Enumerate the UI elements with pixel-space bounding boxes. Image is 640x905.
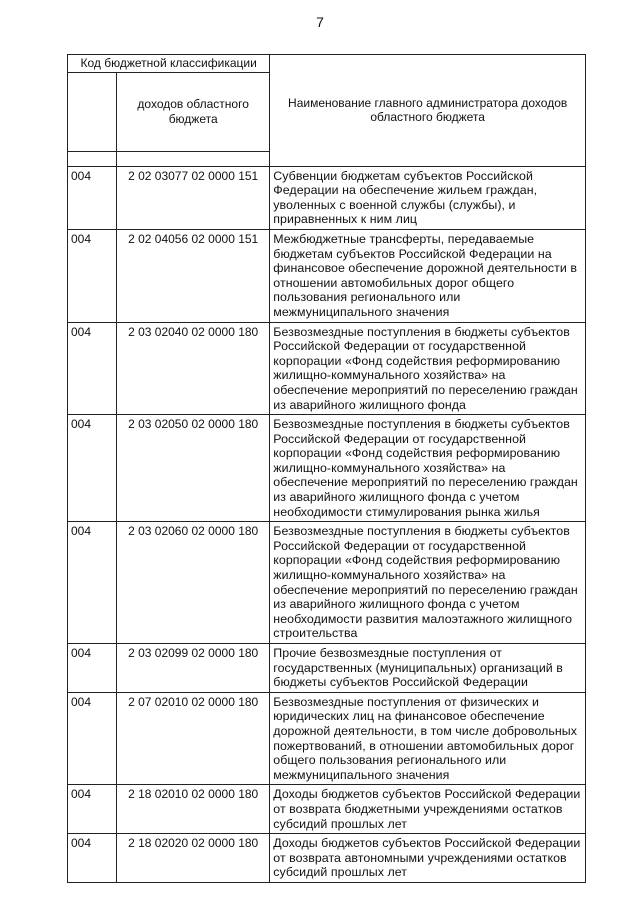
revenue-code-cell: 2 03 02050 02 0000 180 [117,415,270,522]
header-row-group [68,55,586,73]
table-row [68,322,586,415]
admin-code-cell: 004 [68,415,117,522]
spacer-cell [117,151,270,166]
revenue-code-cell: 2 03 02099 02 0000 180 [117,644,270,693]
revenue-name-cell: Доходы бюджетов субъектов Российской Федерации от возврата бюджетными учреждениями остатков субсидий прошлых лет [270,785,586,834]
table-row [68,644,586,693]
table-row [68,834,586,883]
admin-code-cell: 004 [68,322,117,415]
header-admin-cell [68,72,117,151]
admin-code-cell: 004 [68,785,117,834]
revenue-code-cell: 2 02 03077 02 0000 151 [117,166,270,229]
admin-code-cell: 004 [68,644,117,693]
header-name-cell: Наименование главного администратора доходов областного бюджета [270,55,586,167]
table-row [68,415,586,522]
revenue-code-cell: 2 18 02020 02 0000 180 [117,834,270,883]
table-row [68,785,586,834]
spacer-cell [68,151,117,166]
header-group-cell: Код бюджетной классификации [68,55,270,73]
revenue-name-cell: Доходы бюджетов субъектов Российской Федерации от возврата автономными учреждениями остатков субсидий прошлых лет [270,834,586,883]
admin-code-cell: 004 [68,522,117,644]
header-revenue-cell: доходов областного бюджета [117,72,270,151]
budget-classification-table [67,54,586,883]
revenue-name-cell: Субвенции бюджетам субъектов Российской Федерации на обеспечение жильем граждан, уволенных с военной службы (службы), и приравненных к ним лиц [270,166,586,229]
revenue-code-cell: 2 03 02040 02 0000 180 [117,322,270,415]
revenue-name-cell: Безвозмездные поступления от физических и юридических лиц на финансовое обеспечение дорожной деятельности, в том числе добровольных пожертвований, в отношении автомобильных дорог общего пользования регионального или межмуниципального значения [270,692,586,785]
page-number: 7 [316,14,324,30]
table-row [68,229,586,322]
admin-code-cell: 004 [68,166,117,229]
revenue-name-cell: Межбюджетные трансферты, передаваемые бюджетам субъектов Российской Федерации на финансовое обеспечение дорожной деятельности в отношении автомобильных дорог общего пользования регионального или межмуниципального значения [270,229,586,322]
table-row [68,692,586,785]
table-body [68,166,586,882]
admin-code-cell: 004 [68,834,117,883]
revenue-name-cell: Безвозмездные поступления в бюджеты субъектов Российской Федерации от государственной корпорации «Фонд содействия реформированию жилищно-коммунального хозяйства» на обеспечение мероприятий по переселению граждан из аварийного жилищного фонда с учетом необходимости развития малоэтажного жилищного строительства [270,522,586,644]
admin-code-cell: 004 [68,229,117,322]
table-row [68,166,586,229]
revenue-code-cell: 2 02 04056 02 0000 151 [117,229,270,322]
table-row [68,522,586,644]
revenue-code-cell: 2 07 02010 02 0000 180 [117,692,270,785]
revenue-name-cell: Прочие безвозмездные поступления от государственных (муниципальных) организаций в бюджеты субъектов Российской Федерации [270,644,586,693]
revenue-name-cell: Безвозмездные поступления в бюджеты субъектов Российской Федерации от государственной корпорации «Фонд содействия реформированию жилищно-коммунального хозяйства» на обеспечение мероприятий по переселению граждан из аварийного жилищного фонда с учетом необходимости стимулирования рынка жилья [270,415,586,522]
admin-code-cell: 004 [68,692,117,785]
revenue-code-cell: 2 18 02010 02 0000 180 [117,785,270,834]
revenue-name-cell: Безвозмездные поступления в бюджеты субъектов Российской Федерации от государственной корпорации «Фонд содействия реформированию жилищно-коммунального хозяйства» на обеспечение мероприятий по переселению граждан из аварийного жилищного фонда [270,322,586,415]
revenue-code-cell: 2 03 02060 02 0000 180 [117,522,270,644]
